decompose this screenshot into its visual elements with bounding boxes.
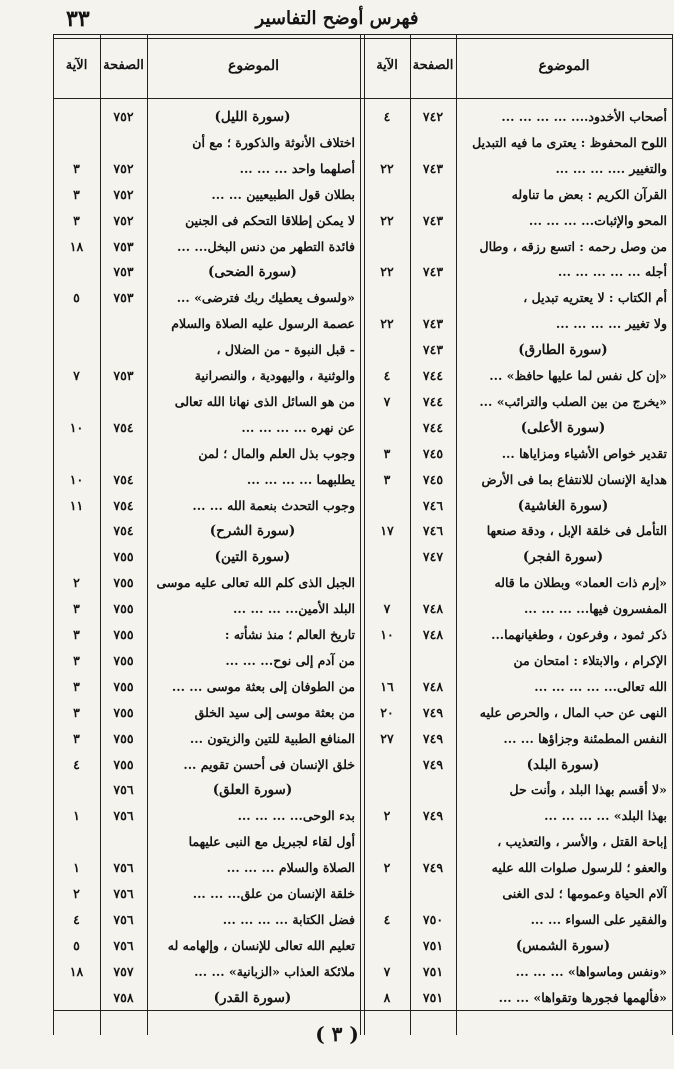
page-number-cell: ٧٥٥ [113,756,134,772]
right-index-row [364,829,672,855]
page-number-cell: ٧٤٤ [422,393,444,409]
topic-entry: اللوح المحفوظ : يعترى ما فيه التبديل [472,134,667,150]
topic-entry: «ونفس وماسواها» ... ... ... [515,963,667,979]
verse-number [364,544,410,570]
verse-number: ٢٠ [380,704,394,720]
verse-number: ٥ [73,937,80,953]
left-index-row [53,829,360,855]
surah-heading: (سورة الليل) [214,109,291,125]
left-index-row [53,182,360,208]
page-number: ٣٣ [66,6,90,32]
topic-entry: المحو والإثبات... ... ... ... [528,212,667,228]
page-number-cell: ٧٥٦ [113,886,134,901]
left-index-row [53,907,360,933]
page-number-cell: ٧٥٥ [113,652,134,668]
page-number-cell: ٧٤٣ [422,316,444,332]
left-index-row [53,596,360,622]
page-number-cell: ٧٥١ [422,963,444,979]
page-number-cell: ٧٥٢ [113,160,134,176]
verse-number: ٢ [73,575,80,591]
surah-heading: (سورة التين) [214,549,291,566]
verse-number: ١٨ [69,238,84,254]
verse-number: ٣ [73,627,80,642]
left-index-row [53,311,360,337]
top-rule [53,34,673,35]
verse-number: ٤ [383,911,391,927]
verse-number [364,234,410,260]
page-number-cell: ٧٥٥ [113,575,134,591]
topic-entry: تعليم الله تعالى للإنسان ، وإلهامه له [167,937,355,953]
verse-number: ١٠ [380,627,394,642]
topic-entry: فائدة التطهر من دنس البخل... ... [177,238,355,254]
page-number-cell: ٧٤٤ [422,419,444,435]
page-number-cell [100,389,147,415]
page-number-cell: ٧٥٥ [113,601,134,617]
surah-heading: (سورة الشرح) [209,523,296,540]
surah-heading: (سورة الفجر) [522,549,604,566]
verse-number: ٢٢ [380,212,394,228]
topic-entry: أصلهما واحد ... ... ... [239,160,355,176]
verse-number: ٣ [73,652,80,668]
verse-number: ٤ [73,911,80,927]
verse-number: ٤ [73,756,80,772]
topic-entry: عن نهره ... ... ... ... [241,419,355,435]
right-index-row [364,700,672,726]
page-number-cell: ٧٤٨ [422,601,444,617]
topic-entry: أول لقاء لجبريل مع النبى عليهما [188,834,355,850]
verse-number [53,518,100,544]
verse-number [53,311,100,337]
page-number-cell: ٧٥٨ [113,989,134,1005]
verse-number [364,130,410,156]
right-index-row [364,311,672,337]
page-number-cell [100,130,147,156]
page-number-cell: ٧٤٩ [422,756,444,772]
page-number-cell: ٧٤٣ [422,212,444,228]
page-number-cell: ٧٤٧ [422,549,444,565]
right-index-row [364,933,672,959]
page-number-cell: ٧٤٣ [422,264,444,280]
page-number-cell: ٧٥١ [422,989,444,1005]
page-number-cell: ٧٥٢ [113,212,134,228]
left-index-row [53,156,360,182]
right-header-verse: الآية [376,58,398,73]
page-number-cell: ٧٥٢ [113,186,134,202]
topic-entry: عصمة الرسول عليه الصلاة والسلام [171,316,355,332]
right-index-row [364,130,672,156]
right-header-page: الصفحة [412,58,454,73]
verse-number: ٣ [73,704,80,720]
page-number-cell: ٧٥٣ [113,264,134,280]
page-number-cell: ٧٥٦ [113,808,134,824]
verse-number: ٧ [383,601,391,617]
topic-entry: وجوب بذل العلم والمال ؛ لمن [198,445,355,461]
topic-entry: - قبل النبوة - من الضلال ، [216,342,355,358]
verse-number: ١٠ [69,419,84,435]
right-index-row [364,544,672,570]
topic-entry: إباحة القتل ، والأسر ، والتعذيب ، [497,834,667,850]
right-index-row [364,415,672,441]
left-index-row [53,518,360,544]
verse-number: ٧ [383,963,391,979]
sheet-number: ( ٣ ) [315,1022,359,1046]
verse-number [53,777,100,803]
topic-entry: هداية الإنسان للانتفاع بما فى الأرض [481,471,667,487]
topic-entry: ملائكة العذاب «الزبانية» ... ... [194,963,355,979]
topic-entry: وجوب التحدث بنعمة الله ... ... [192,497,355,513]
header-rule [53,98,673,99]
topic-entry: أم الكتاب : لا يعتريه تبديل ، [523,290,667,306]
topic-entry: «لا أقسم بهذا البلد ، وأنت حل [509,782,667,798]
left-index-row [53,803,360,829]
verse-number: ٣ [73,730,80,746]
right-index-row [364,208,672,234]
page-number-cell: ٧٥٦ [113,911,134,927]
left-index-row [53,415,360,441]
verse-number [53,389,100,415]
right-index-row [364,285,672,311]
page-number-cell [410,829,456,855]
column-divider [360,35,361,1035]
page-number-cell: ٧٤٤ [422,368,444,383]
page-number-cell [410,130,456,156]
page-number-cell: ٧٥٥ [113,627,134,642]
surah-heading: (سورة الأعلى) [520,419,606,436]
topic-entry: التأمل فى خلقة الإبل ، ودقة صنعها [486,523,667,539]
verse-number: ٢٢ [380,316,394,332]
left-index-row [53,104,360,130]
topic-entry: الإكرام ، والابتلاء : امتحان من [513,652,667,668]
topic-entry: ذكر ثمود ، وفرعون ، وطغيانهما... [491,627,667,642]
left-index-row [53,570,360,596]
verse-number [53,985,100,1011]
right-index-row [364,959,672,985]
verse-number: ٢٢ [380,264,394,280]
page-number-cell: ٧٤٥ [422,445,444,461]
topic-entry: لا يمكن إطلاقا التحكم فى الجنين [185,212,355,228]
topic-entry: آلام الحياة وعمومها ؛ لدى الغنى [502,886,667,901]
surah-heading: (سورة الغاشية) [517,497,609,514]
verse-number: ١ [73,860,80,876]
page-number-cell: ٧٥٥ [113,678,134,694]
verse-number: ١ [73,808,80,824]
surah-heading: (سورة البلد) [526,756,600,773]
left-index-row [53,467,360,493]
verse-number [364,285,410,311]
verse-number: ١٧ [380,523,394,539]
verse-number [53,829,100,855]
surah-heading: (سورة القدر) [213,989,292,1006]
verse-number: ٢ [383,808,391,824]
verse-number: ٢٢ [380,160,394,176]
verse-number: ٣ [73,678,80,694]
left-index-row [53,208,360,234]
page-number-cell [100,311,147,337]
left-index-row [53,259,360,285]
page-number-cell [100,829,147,855]
page-number-cell: ٧٥٧ [113,963,134,979]
verse-number [364,777,410,803]
topic-entry: الصلاة والسلام ... ... ... [226,860,355,876]
topic-entry: من وصل رحمه : اتسع رزقه ، وطال [479,238,667,254]
left-index-row [53,881,360,907]
page-number-cell: ٧٤٩ [422,704,444,720]
page-number-cell: ٧٥١ [422,937,444,953]
right-header-topic: الموضوع [538,58,590,74]
left-index-row [53,985,360,1011]
left-header-verse: الآية [65,58,88,73]
topic-entry: والوثنية ، واليهودية ، والنصرانية [194,368,355,383]
right-index-row [364,752,672,778]
page-number-cell: ٧٤٨ [422,627,444,642]
verse-number [53,337,100,363]
verse-number [53,130,100,156]
page-number-cell: ٧٤٩ [422,808,444,824]
page-number-cell [410,777,456,803]
right-index-row [364,104,672,130]
left-header-topic: الموضوع [228,58,279,74]
topic-entry: من هو السائل الذى نهانا الله تعالى [174,393,355,409]
right-index-row [364,596,672,622]
verse-number: ٣ [73,160,80,176]
page-number-cell: ٧٥٣ [113,238,134,254]
verse-number [53,441,100,467]
surah-heading: (سورة الضحى) [208,264,297,281]
topic-entry: «ولسوف يعطيك ربك فترضى» ... [176,290,355,306]
verse-number [364,752,410,778]
verse-number: ٣ [383,445,391,461]
page-number-cell [410,881,456,907]
right-index-row [364,907,672,933]
verse-number: ٧ [383,393,391,409]
page-number-cell [410,570,456,596]
verse-number: ٨ [383,989,391,1005]
right-index-row [364,467,672,493]
right-index-row [364,182,672,208]
topic-entry: خلقة الإنسان من علق... ... ... [192,886,355,901]
page-number-cell: ٧٥٥ [113,549,134,565]
running-head: فهرس أوضح التفاسير [255,8,419,29]
page-number-cell: ٧٥٦ [113,782,134,798]
topic-entry: والعفو ؛ للرسول صلوات الله عليه [491,860,667,876]
verse-number: ٣ [73,186,80,202]
verse-number: ١٨ [69,963,84,979]
left-index-row [53,726,360,752]
topic-entry: النهى عن حب المال ، والحرص عليه [479,704,667,720]
page-number-cell [410,285,456,311]
page-number-cell: ٧٥٦ [113,860,134,876]
topic-entry: من الطوفان إلى بعثة موسى ... ... [171,678,355,694]
page-number-cell [410,182,456,208]
topic-entry: خلق الإنسان فى أحسن تقويم ... [183,756,355,772]
left-index-row [53,337,360,363]
verse-number [364,933,410,959]
topic-entry: «إن كل نفس لما عليها حافظ» ... [489,368,667,383]
left-index-row [53,700,360,726]
topic-entry: أجله ... ... ... ... ... [557,264,667,280]
topic-entry: تقدير خواص الأشياء ومزاياها ... [501,445,667,461]
left-index-row [53,674,360,700]
left-index-row [53,544,360,570]
verse-number: ٧ [73,368,80,383]
left-index-row [53,777,360,803]
topic-entry: بهذا البلد» ... ... ... ... [544,808,667,824]
verse-number: ٣ [383,471,391,487]
right-index-row [364,985,672,1011]
verse-number: ٣ [73,212,80,228]
topic-entry: البلد الأمين... ... ... ... [233,601,355,617]
topic-entry: «إرم ذات العماد» وبطلان ما قاله [494,575,667,591]
right-index-row [364,777,672,803]
right-index-row [364,855,672,881]
verse-number [364,829,410,855]
page-number-cell [100,441,147,467]
page-number-cell [100,337,147,363]
page-number-cell: ٧٥٣ [113,290,134,306]
right-index-row [364,648,672,674]
topic-entry: والفقير على السواء ... ... [530,911,667,927]
right-index-row [364,674,672,700]
right-index-row [364,337,672,363]
right-index-row [364,441,672,467]
verse-number: ٢ [383,860,391,876]
right-index-row [364,803,672,829]
topic-entry: «يخرج من بين الصلب والترائب» ... [479,393,667,409]
verse-number: ١١ [69,497,84,513]
verse-number [364,415,410,441]
right-index-row [364,389,672,415]
topic-entry: من آدم إلى نوح... ... ... [225,652,355,668]
topic-entry: والتغيير .... ... ... ... [555,160,667,176]
verse-number [364,493,410,519]
topic-entry: من بعثة موسى إلى سيد الخلق [194,704,355,720]
topic-entry: بطلان قول الطبيعيين ... ... [211,186,355,202]
right-index-row [364,726,672,752]
left-index-row [53,389,360,415]
surah-heading: (سورة الطارق) [518,342,608,359]
page-number-cell: ٧٥٤ [113,471,134,487]
page-number-cell: ٧٥٥ [113,704,134,720]
page-number-cell [410,648,456,674]
topic-entry: ولا تغيير ... ... ... ... [555,316,667,332]
page-number-cell: ٧٤٨ [422,678,444,694]
verse-number: ٤ [383,109,391,124]
left-index-row [53,441,360,467]
page-number-cell: ٧٤٦ [422,523,444,539]
verse-number: ١٠ [69,471,84,487]
verse-number [364,881,410,907]
left-index-row [53,752,360,778]
page-number-cell: ٧٤٩ [422,860,444,876]
topic-entry: النفس المطمئنة وجزاؤها ... ... [503,730,667,746]
left-index-row [53,130,360,156]
verse-number: ٢ [73,886,80,901]
page-number-cell: ٧٥٤ [113,419,134,435]
left-index-row [53,622,360,648]
left-index-row [53,933,360,959]
verse-number [53,104,100,130]
page-number-cell: ٧٤٣ [422,160,444,176]
column-divider [672,35,673,1035]
surah-heading: (سورة الشمس) [515,937,611,954]
page-number-cell [410,234,456,260]
topic-entry: تاريخ العالم ؛ منذ نشأته : [224,627,355,642]
verse-number [53,544,100,570]
page-number-cell: ٧٥٦ [113,937,134,953]
right-index-row [364,881,672,907]
topic-entry: الله تعالى... ... ... ... ... [534,678,667,694]
right-index-row [364,493,672,519]
page-number-cell: ٧٥٣ [113,368,134,383]
right-index-row [364,234,672,260]
right-index-row [364,363,672,389]
verse-number [364,648,410,674]
verse-number: ٢٧ [380,730,394,746]
verse-number [364,182,410,208]
verse-number [364,570,410,596]
left-index-row [53,363,360,389]
topic-entry: فضل الكتابة ... ... ... ... [222,911,355,927]
verse-number: ١٦ [380,678,394,694]
left-index-row [53,493,360,519]
page-number-cell: ٧٥٠ [422,911,444,927]
topic-entry: يطلبهما ... ... ... ... [246,471,355,487]
page-number-cell: ٧٤٩ [422,730,444,746]
page-number-cell: ٧٤٢ [422,109,444,124]
right-index-row [364,622,672,648]
topic-entry: المنافع الطبية للتين والزيتون ... [189,730,355,746]
left-index-row [53,285,360,311]
topic-entry: الجبل الذى كلم الله تعالى عليه موسى [156,575,355,591]
right-index-row [364,518,672,544]
topic-entry: اختلاف الأنوثة والذكورة ؛ مع أن [192,134,355,150]
left-index-row [53,648,360,674]
topic-entry: أصحاب الأخدود.... ... ... ... ... [501,109,667,124]
right-index-row [364,156,672,182]
top-rule-inner [53,38,673,39]
page-number-cell: ٧٤٣ [422,342,444,358]
page-number-cell: ٧٥٥ [113,730,134,746]
right-index-row [364,259,672,285]
page-number-cell: ٧٥٤ [113,497,134,513]
right-index-row [364,570,672,596]
verse-number [53,259,100,285]
topic-entry: القرآن الكريم : بعض ما تناوله [511,186,667,202]
left-index-row [53,959,360,985]
page-number-cell: ٧٥٢ [113,109,134,124]
page-number-cell: ٧٤٥ [422,471,444,487]
topic-entry: المفسرون فيها... ... ... ... [523,601,667,617]
verse-number: ٣ [73,601,80,617]
topic-entry: بدء الوحى... ... ... ... [237,808,355,824]
verse-number: ٤ [383,368,391,383]
topic-entry: «فألهمها فجورها وتقواها» ... ... [498,989,667,1005]
page-number-cell: ٧٥٤ [113,523,134,539]
left-header-page: الصفحة [103,58,144,73]
page-number-cell: ٧٤٦ [422,497,444,513]
left-index-row [53,855,360,881]
verse-number [364,337,410,363]
surah-heading: (سورة العلق) [212,782,293,799]
left-index-row [53,234,360,260]
verse-number: ٥ [73,290,80,306]
